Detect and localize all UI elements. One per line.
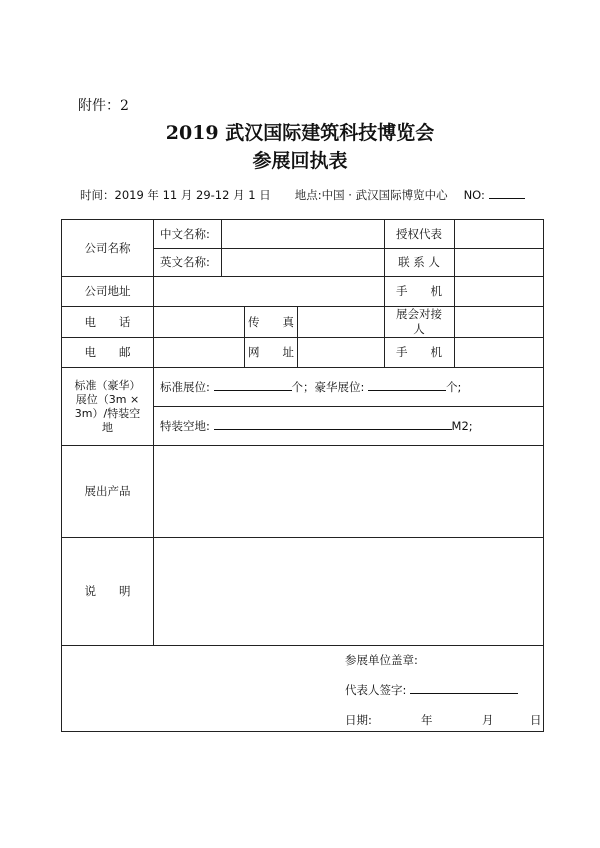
products-field[interactable] bbox=[154, 446, 544, 537]
attachment-label: 附件：2 bbox=[78, 98, 129, 114]
fax-field[interactable] bbox=[298, 307, 384, 337]
document-subtitle: 参展回执表 bbox=[252, 150, 348, 172]
info-line bbox=[80, 187, 525, 203]
no-label: NO: bbox=[463, 188, 485, 202]
signature-field[interactable] bbox=[410, 682, 518, 694]
mobile-label: 手 机 bbox=[396, 284, 442, 298]
booth-type-label: 标准（豪华）展位（3m × 3m）/特装空地 bbox=[74, 378, 141, 434]
exhibit-contact-field[interactable] bbox=[455, 307, 544, 337]
contact-person-label: 联 系 人 bbox=[398, 255, 440, 269]
no-field[interactable] bbox=[489, 187, 525, 199]
raw-space-field[interactable] bbox=[214, 418, 452, 430]
email-field[interactable] bbox=[154, 338, 244, 367]
mobile2-label: 手 机 bbox=[396, 345, 442, 359]
time-value: 2019 年 11 月 29-12 月 1 日 bbox=[114, 188, 271, 202]
raw-space-row bbox=[160, 418, 473, 434]
company-address-field[interactable] bbox=[154, 277, 384, 306]
company-address-label: 公司地址 bbox=[84, 284, 131, 298]
company-name-label: 公司名称 bbox=[84, 240, 131, 255]
day-label: 日 bbox=[530, 713, 542, 727]
authorized-rep-field[interactable] bbox=[455, 220, 544, 248]
english-name-field[interactable] bbox=[222, 249, 384, 276]
chinese-name-field[interactable] bbox=[222, 220, 384, 248]
english-name-label: 英文名称: bbox=[160, 255, 210, 269]
raw-space-unit: M2; bbox=[451, 419, 473, 433]
standard-booth-row bbox=[160, 379, 461, 395]
standard-booth-field[interactable] bbox=[214, 379, 292, 391]
luxury-booth-label: 个；豪华展位: bbox=[291, 380, 365, 394]
raw-space-label: 特装空地: bbox=[160, 419, 210, 433]
email-label: 电 邮 bbox=[84, 345, 131, 359]
document-title: 2019 武汉国际建筑科技博览会 bbox=[165, 122, 435, 144]
website-label: 网 址 bbox=[248, 345, 294, 359]
place-value: 中国 · 武汉国际博览中心 bbox=[321, 188, 448, 202]
website-field[interactable] bbox=[298, 338, 384, 367]
mobile-field[interactable] bbox=[455, 277, 544, 306]
seal-label: 参展单位盖章: bbox=[345, 653, 418, 667]
fax-label: 传 真 bbox=[248, 314, 294, 329]
phone-field[interactable] bbox=[154, 307, 244, 337]
products-label: 展出产品 bbox=[84, 484, 131, 498]
remarks-label: 说 明 bbox=[84, 584, 131, 598]
date-row bbox=[345, 712, 540, 728]
luxury-booth-field[interactable] bbox=[368, 379, 446, 391]
exhibit-contact-label: 展会对接 人 bbox=[396, 307, 454, 336]
signature-label: 代表人签字: bbox=[345, 683, 407, 697]
phone-label: 电 话 bbox=[84, 314, 131, 329]
signature-row bbox=[345, 682, 518, 698]
authorized-rep-label: 授权代表 bbox=[396, 226, 442, 241]
luxury-unit: 个; bbox=[446, 380, 462, 394]
place-label: 地点: bbox=[294, 188, 322, 202]
month-label: 月 bbox=[482, 713, 494, 727]
standard-booth-label: 标准展位: bbox=[160, 380, 210, 394]
time-label: 时间： bbox=[80, 188, 115, 202]
mobile2-field[interactable] bbox=[455, 338, 544, 367]
contact-person-field[interactable] bbox=[455, 249, 544, 276]
chinese-name-label: 中文名称: bbox=[160, 226, 210, 241]
date-label: 日期: bbox=[345, 713, 372, 727]
registration-form bbox=[61, 219, 544, 732]
remarks-field[interactable] bbox=[154, 538, 544, 645]
year-label: 年 bbox=[421, 713, 433, 727]
